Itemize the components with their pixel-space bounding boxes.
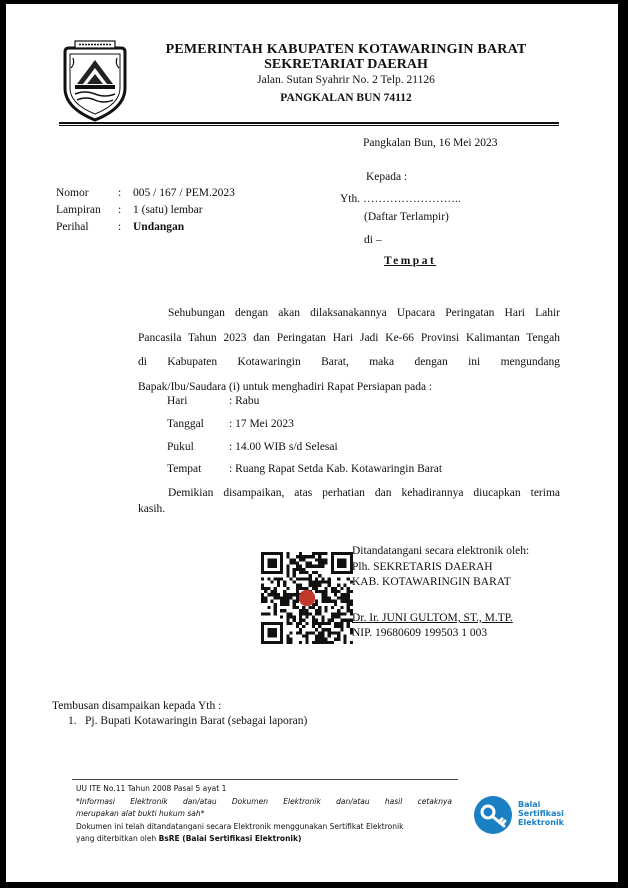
bsre-text-elektronik: Elektronik bbox=[518, 818, 564, 827]
signature-qr-code bbox=[261, 552, 353, 644]
perihal-label: Perihal bbox=[56, 221, 89, 233]
detail-tanggal-label: Tanggal bbox=[167, 418, 204, 430]
lampiran-value: 1 (satu) lembar bbox=[133, 204, 203, 216]
bsre-logo-text bbox=[518, 800, 564, 827]
tembusan-item-1: Pj. Bupati Kotawaringin Barat (sebagai laporan) bbox=[85, 715, 308, 727]
perihal-value: Undangan bbox=[133, 221, 185, 233]
paragraph-2-line-2: kasih. bbox=[138, 503, 166, 515]
signature-signed-note: Ditandatangani secara elektronik oleh: bbox=[352, 545, 530, 557]
footer-quote-line-1: *Informasi Elektronik dan/atau Dokumen Elektronik dan/atau hasil cetaknya bbox=[76, 797, 452, 806]
detail-hari-label: Hari bbox=[167, 395, 188, 407]
detail-pukul-value: : 14.00 WIB s/d Selesai bbox=[229, 441, 338, 453]
paragraph-1-line-3: di Kabupaten Kotawaringin Barat, maka dengan ini mengundang bbox=[138, 356, 560, 368]
tembusan-item-number: 1. bbox=[68, 715, 77, 727]
bsre-text-balai: Balai bbox=[518, 800, 541, 809]
paragraph-1-line-4: Bapak/Ibu/Saudara (i) untuk menghadiri Rapat Persiapan pada : bbox=[138, 380, 433, 393]
recipient-kepada: Kepada : bbox=[366, 171, 408, 183]
signature-name: Dr. Ir. JUNI GULTOM, ST., M.TP. bbox=[352, 612, 513, 624]
footer-note-issuer: BsRE (Balai Sertifikasi Elektronik) bbox=[158, 834, 302, 843]
recipient-daftar: (Daftar Terlampir) bbox=[364, 211, 449, 223]
footer-note-line-2 bbox=[76, 834, 301, 843]
paragraph-1-line-2: Pancasila Tahun 2023 dan Peringatan Hari Jadi Ke-66 Provinsi Kalimantan Tengah bbox=[138, 331, 560, 344]
recipient-yth: Yth. …………………….. bbox=[340, 193, 461, 205]
header-city: PANGKALAN BUN 74112 bbox=[280, 92, 412, 104]
footer-quote-line-2: merupakan alat bukti hukum sah* bbox=[76, 809, 205, 818]
tembusan-heading: Tembusan disampaikan kepada Yth : bbox=[52, 700, 222, 712]
nomor-colon: : bbox=[118, 187, 122, 199]
header-government-name: PEMERINTAH KABUPATEN KOTAWARINGIN BARAT bbox=[165, 42, 527, 57]
header-rule-thick bbox=[59, 122, 559, 124]
header-rule-thin bbox=[59, 125, 559, 126]
letter-date: Pangkalan Bun, 16 Mei 2023 bbox=[363, 137, 498, 149]
footer-rule bbox=[72, 779, 458, 780]
recipient-tempat: Tempat bbox=[384, 255, 437, 267]
header-address: Jalan. Sutan Syahrir No. 2 Telp. 21126 bbox=[257, 74, 435, 86]
paragraph-2-line-1: Demikian disampaikan, atas perhatian dan kehadirannya diucapkan terima bbox=[168, 487, 560, 499]
nomor-value: 005 / 167 / PEM.2023 bbox=[133, 187, 235, 199]
nomor-label: Nomor bbox=[56, 187, 89, 199]
header-department: SEKRETARIAT DAERAH bbox=[264, 57, 428, 72]
detail-tanggal-value: : 17 Mei 2023 bbox=[229, 418, 294, 430]
detail-pukul-label: Pukul bbox=[167, 441, 194, 453]
regency-emblem-logo bbox=[61, 38, 129, 122]
signature-nip: NIP. 19680609 199503 1 003 bbox=[352, 627, 488, 639]
detail-tempat-label: Tempat bbox=[167, 463, 202, 475]
footer-note-line-1: Dokumen ini telah ditandatangani secara Elektronik menggunakan Sertifikat Elektronik bbox=[76, 822, 404, 831]
signature-title-2: KAB. KOTAWARINGIN BARAT bbox=[352, 576, 511, 588]
lampiran-colon: : bbox=[118, 204, 122, 216]
paragraph-1-line-1: Sehubungan dengan akan dilaksanakannya Upacara Peringatan Hari Lahir bbox=[168, 307, 560, 319]
signature-title-1: Plh. SEKRETARIS DAERAH bbox=[352, 561, 493, 573]
detail-hari-value: : Rabu bbox=[229, 395, 260, 407]
perihal-colon: : bbox=[118, 221, 122, 233]
body-paragraph-1 bbox=[138, 301, 560, 399]
bsre-text-sertifikasi: Sertifikasi bbox=[518, 809, 564, 818]
bsre-logo-icon bbox=[472, 794, 514, 836]
body-paragraph-2 bbox=[138, 485, 560, 517]
letter-page bbox=[6, 4, 618, 882]
footer-note-issuer-prefix: yang diterbitkan oleh bbox=[76, 834, 159, 843]
footer-law: UU ITE No.11 Tahun 2008 Pasal 5 ayat 1 bbox=[76, 784, 227, 793]
lampiran-label: Lampiran bbox=[56, 204, 101, 216]
recipient-di: di – bbox=[364, 234, 382, 246]
detail-tempat-value: : Ruang Rapat Setda Kab. Kotawaringin Barat bbox=[229, 463, 443, 475]
